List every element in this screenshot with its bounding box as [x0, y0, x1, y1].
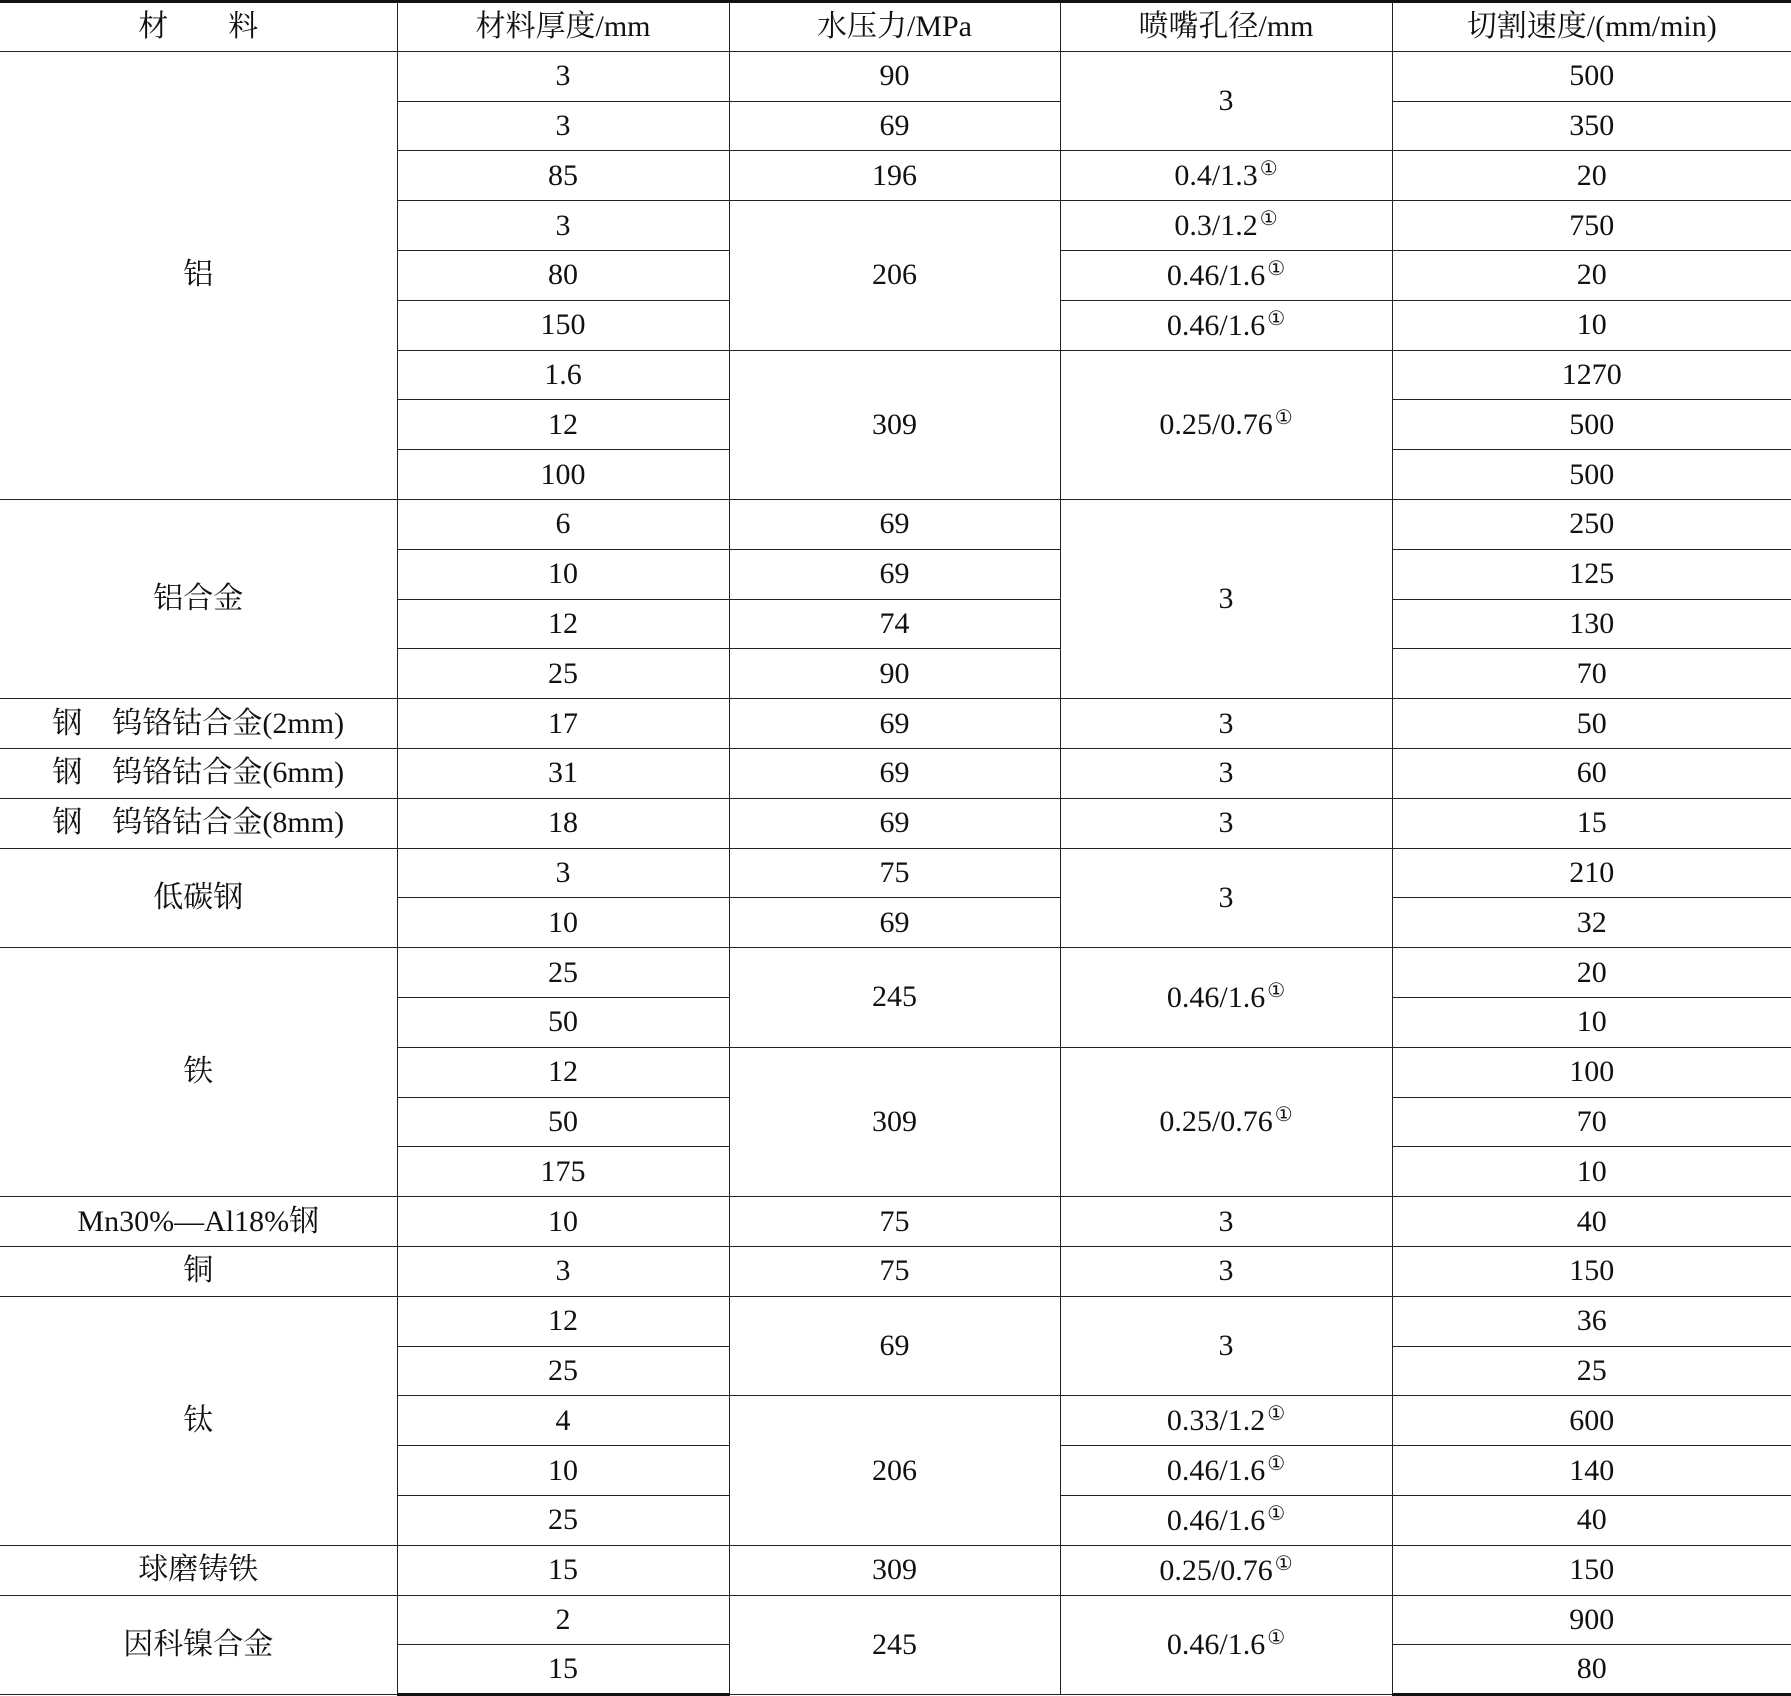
nozzle-value: 3 — [1218, 1329, 1234, 1363]
nozzle-cell — [1060, 499, 1392, 698]
nozzle-value: 0.3/1.2 — [1174, 209, 1258, 243]
material-cell — [0, 748, 397, 798]
material-value: 钢 钨铬钴合金(6mm) — [52, 756, 345, 790]
thickness-value: 50 — [548, 1005, 578, 1039]
table-row — [0, 948, 1791, 998]
nozzle-value: 3 — [1218, 706, 1234, 740]
nozzle-cell — [1060, 300, 1392, 350]
material-cell — [0, 699, 397, 749]
pressure-cell — [729, 499, 1060, 549]
footnote-marker: ① — [1267, 1502, 1286, 1525]
nozzle-value: 3 — [1218, 1204, 1234, 1238]
nozzle-cell — [1060, 798, 1392, 848]
speed-cell — [1392, 599, 1791, 649]
table-row — [0, 699, 1791, 749]
pressure-cell — [729, 101, 1060, 151]
nozzle-cell — [1060, 948, 1392, 1048]
nozzle-value: 0.46/1.6 — [1166, 1503, 1266, 1537]
pressure-cell — [729, 350, 1060, 499]
header-speed: 切割速度/(mm/min) — [1392, 2, 1791, 52]
speed-cell — [1392, 1396, 1791, 1446]
material-cell — [0, 1246, 397, 1296]
speed-value: 210 — [1569, 855, 1615, 889]
pressure-cell — [729, 1595, 1060, 1695]
thickness-cell — [397, 151, 729, 201]
speed-cell — [1392, 101, 1791, 151]
nozzle-cell — [1060, 699, 1392, 749]
speed-value: 36 — [1576, 1304, 1607, 1338]
pressure-value: 206 — [872, 1453, 917, 1487]
pressure-value: 74 — [879, 606, 910, 640]
speed-value: 750 — [1569, 208, 1615, 242]
thickness-value: 10 — [548, 905, 578, 939]
thickness-value: 15 — [548, 1553, 578, 1587]
pressure-value: 69 — [879, 507, 910, 541]
thickness-cell — [397, 400, 729, 450]
pressure-value: 206 — [872, 258, 917, 292]
pressure-value: 75 — [879, 1204, 910, 1238]
speed-cell — [1392, 798, 1791, 848]
thickness-cell — [397, 549, 729, 599]
speed-value: 350 — [1569, 108, 1615, 142]
speed-value: 10 — [1576, 308, 1607, 342]
nozzle-value: 3 — [1218, 880, 1234, 914]
thickness-value: 31 — [548, 756, 578, 790]
pressure-cell — [729, 1545, 1060, 1595]
thickness-value: 10 — [548, 1204, 578, 1238]
thickness-value: 1.6 — [544, 357, 582, 391]
thickness-cell — [397, 1346, 729, 1396]
pressure-cell — [729, 201, 1060, 350]
thickness-value: 10 — [548, 557, 578, 591]
speed-value: 500 — [1569, 407, 1615, 441]
nozzle-cell — [1060, 250, 1392, 300]
speed-value: 900 — [1569, 1602, 1615, 1636]
nozzle-value: 0.46/1.6 — [1166, 1628, 1266, 1662]
material-cell — [0, 848, 397, 948]
speed-value: 70 — [1576, 1104, 1607, 1138]
thickness-cell — [397, 1296, 729, 1346]
speed-cell — [1392, 1147, 1791, 1197]
thickness-cell — [397, 201, 729, 251]
material-cell — [0, 1296, 397, 1545]
thickness-value: 3 — [555, 59, 571, 93]
speed-cell — [1392, 1047, 1791, 1097]
thickness-value: 100 — [540, 457, 586, 491]
nozzle-cell — [1060, 350, 1392, 499]
material-cell — [0, 1595, 397, 1695]
table-row — [0, 51, 1791, 101]
thickness-value: 25 — [548, 1503, 578, 1537]
nozzle-value: 3 — [1218, 582, 1234, 616]
thickness-cell — [397, 649, 729, 699]
footnote-marker: ① — [1259, 208, 1278, 231]
material-value: 低碳钢 — [153, 880, 244, 914]
table-row — [0, 1197, 1791, 1247]
thickness-value: 3 — [555, 1254, 571, 1288]
thickness-value: 25 — [548, 656, 578, 690]
pressure-cell — [729, 948, 1060, 1048]
speed-cell — [1392, 549, 1791, 599]
pressure-cell — [729, 748, 1060, 798]
thickness-cell — [397, 997, 729, 1047]
pressure-value: 309 — [872, 1104, 917, 1138]
pressure-cell — [729, 51, 1060, 101]
thickness-value: 12 — [548, 407, 578, 441]
footnote-marker: ① — [1274, 1552, 1293, 1575]
speed-value: 10 — [1576, 1005, 1607, 1039]
thickness-value: 6 — [555, 507, 571, 541]
thickness-cell — [397, 101, 729, 151]
nozzle-value: 0.33/1.2 — [1166, 1404, 1266, 1438]
nozzle-value: 0.25/0.76 — [1159, 1553, 1273, 1587]
nozzle-cell — [1060, 1047, 1392, 1196]
thickness-cell — [397, 1197, 729, 1247]
thickness-cell — [397, 250, 729, 300]
speed-value: 20 — [1576, 955, 1607, 989]
speed-cell — [1392, 848, 1791, 898]
speed-cell — [1392, 1595, 1791, 1645]
nozzle-value: 0.4/1.3 — [1174, 159, 1258, 193]
pressure-cell — [729, 549, 1060, 599]
material-value: 钢 钨铬钴合金(2mm) — [52, 706, 345, 740]
nozzle-value: 3 — [1218, 756, 1234, 790]
material-cell — [0, 51, 397, 499]
nozzle-value: 3 — [1218, 806, 1234, 840]
pressure-cell — [729, 599, 1060, 649]
material-value: 铝 — [183, 258, 214, 292]
nozzle-value: 3 — [1218, 1254, 1234, 1288]
thickness-cell — [397, 1495, 729, 1545]
nozzle-value: 3 — [1218, 84, 1234, 118]
pressure-value: 69 — [879, 108, 910, 142]
speed-value: 140 — [1569, 1453, 1615, 1487]
thickness-value: 17 — [548, 706, 578, 740]
thickness-cell — [397, 599, 729, 649]
pressure-value: 69 — [879, 905, 910, 939]
material-value: 因科镍合金 — [123, 1627, 274, 1661]
table-row — [0, 748, 1791, 798]
footnote-marker: ① — [1274, 1104, 1293, 1127]
thickness-cell — [397, 499, 729, 549]
pressure-cell — [729, 1396, 1060, 1545]
pressure-value: 69 — [879, 806, 910, 840]
thickness-value: 150 — [540, 308, 586, 342]
speed-value: 150 — [1569, 1254, 1615, 1288]
table-row — [0, 1545, 1791, 1595]
speed-value: 125 — [1569, 557, 1615, 591]
nozzle-cell — [1060, 1495, 1392, 1545]
pressure-value: 75 — [879, 855, 910, 889]
speed-value: 500 — [1569, 457, 1615, 491]
table-row — [0, 848, 1791, 898]
pressure-value: 90 — [879, 59, 910, 93]
thickness-cell — [397, 1645, 729, 1695]
table-row — [0, 1246, 1791, 1296]
speed-value: 600 — [1569, 1403, 1615, 1437]
pressure-cell — [729, 1296, 1060, 1396]
nozzle-value: 0.46/1.6 — [1166, 308, 1266, 342]
speed-cell — [1392, 201, 1791, 251]
speed-cell — [1392, 1346, 1791, 1396]
speed-value: 250 — [1569, 507, 1615, 541]
speed-cell — [1392, 1246, 1791, 1296]
speed-cell — [1392, 1446, 1791, 1496]
speed-value: 150 — [1569, 1553, 1615, 1587]
nozzle-cell — [1060, 748, 1392, 798]
speed-cell — [1392, 1097, 1791, 1147]
material-value: 球磨铸铁 — [138, 1553, 259, 1587]
speed-value: 50 — [1576, 706, 1607, 740]
thickness-cell — [397, 1147, 729, 1197]
material-cell — [0, 499, 397, 698]
pressure-value: 245 — [872, 980, 917, 1014]
pressure-cell — [729, 1197, 1060, 1247]
speed-cell — [1392, 1197, 1791, 1247]
nozzle-value: 0.46/1.6 — [1166, 1454, 1266, 1487]
footnote-marker: ① — [1267, 1627, 1286, 1650]
nozzle-cell — [1060, 1396, 1392, 1446]
footnote-marker: ① — [1267, 1453, 1286, 1475]
speed-cell — [1392, 350, 1791, 400]
speed-cell — [1392, 898, 1791, 948]
speed-value: 20 — [1576, 158, 1607, 192]
speed-value: 10 — [1576, 1154, 1607, 1188]
thickness-value: 3 — [555, 855, 571, 889]
speed-value: 70 — [1576, 656, 1607, 690]
pressure-cell — [729, 649, 1060, 699]
thickness-value: 85 — [548, 158, 578, 192]
material-value: 铝合金 — [153, 582, 244, 616]
thickness-value: 12 — [548, 1055, 578, 1089]
pressure-value: 69 — [879, 1329, 910, 1363]
pressure-value: 69 — [879, 557, 910, 591]
speed-value: 40 — [1576, 1204, 1607, 1238]
thickness-cell — [397, 848, 729, 898]
speed-cell — [1392, 250, 1791, 300]
nozzle-value: 0.25/0.76 — [1159, 1105, 1273, 1139]
speed-cell — [1392, 1296, 1791, 1346]
pressure-cell — [729, 798, 1060, 848]
thickness-value: 3 — [555, 208, 571, 242]
nozzle-cell — [1060, 1446, 1392, 1496]
speed-cell — [1392, 748, 1791, 798]
nozzle-cell — [1060, 848, 1392, 948]
pressure-value: 75 — [879, 1254, 910, 1288]
material-cell — [0, 948, 397, 1197]
speed-value: 130 — [1569, 606, 1615, 640]
thickness-cell — [397, 350, 729, 400]
thickness-cell — [397, 300, 729, 350]
nozzle-cell — [1060, 1197, 1392, 1247]
footnote-marker: ① — [1267, 1403, 1286, 1426]
thickness-cell — [397, 748, 729, 798]
speed-cell — [1392, 450, 1791, 500]
thickness-value: 10 — [548, 1453, 578, 1487]
speed-value: 80 — [1576, 1652, 1607, 1686]
pressure-value: 69 — [879, 756, 910, 790]
speed-value: 100 — [1569, 1055, 1615, 1089]
pressure-value: 309 — [872, 1553, 917, 1587]
footnote-marker: ① — [1267, 307, 1286, 330]
thickness-cell — [397, 898, 729, 948]
table-row — [0, 1595, 1791, 1645]
material-cell — [0, 1197, 397, 1247]
thickness-cell — [397, 699, 729, 749]
speed-cell — [1392, 499, 1791, 549]
speed-cell — [1392, 151, 1791, 201]
speed-value: 20 — [1576, 258, 1607, 292]
header-row — [0, 2, 1791, 52]
table-row — [0, 499, 1791, 549]
pressure-cell — [729, 1047, 1060, 1196]
thickness-cell — [397, 51, 729, 101]
material-value: 铁 — [183, 1055, 214, 1089]
table-body — [0, 2, 1791, 1695]
pressure-value: 90 — [879, 656, 910, 690]
material-value: 铜 — [183, 1254, 214, 1288]
speed-cell — [1392, 649, 1791, 699]
table-row — [0, 798, 1791, 848]
speed-cell — [1392, 51, 1791, 101]
speed-cell — [1392, 699, 1791, 749]
thickness-value: 25 — [548, 1353, 578, 1387]
speed-value: 500 — [1569, 59, 1615, 93]
thickness-value: 18 — [548, 806, 578, 840]
nozzle-value: 0.46/1.6 — [1166, 980, 1266, 1014]
footnote-marker: ① — [1274, 407, 1293, 430]
speed-value: 40 — [1576, 1503, 1607, 1537]
table-row — [0, 1296, 1791, 1346]
header-pressure: 水压力/MPa — [729, 2, 1060, 52]
footnote-marker: ① — [1267, 257, 1286, 280]
thickness-value: 4 — [555, 1403, 571, 1437]
material-cell — [0, 798, 397, 848]
thickness-cell — [397, 1545, 729, 1595]
speed-value: 32 — [1576, 905, 1607, 939]
thickness-cell — [397, 948, 729, 998]
thickness-cell — [397, 1595, 729, 1645]
speed-cell — [1392, 948, 1791, 998]
footnote-marker: ① — [1267, 979, 1286, 1002]
thickness-cell — [397, 1097, 729, 1147]
thickness-value: 50 — [548, 1104, 578, 1138]
speed-value: 25 — [1576, 1353, 1607, 1387]
speed-value: 1270 — [1561, 357, 1622, 391]
thickness-value: 15 — [548, 1652, 578, 1686]
material-value: 钢 钨铬钴合金(8mm) — [52, 806, 345, 840]
thickness-value: 175 — [540, 1154, 586, 1188]
thickness-cell — [397, 1246, 729, 1296]
thickness-value: 80 — [548, 258, 578, 292]
pressure-value: 309 — [872, 407, 917, 441]
thickness-cell — [397, 1396, 729, 1446]
nozzle-cell — [1060, 201, 1392, 251]
speed-cell — [1392, 1545, 1791, 1595]
pressure-value: 196 — [872, 158, 917, 192]
nozzle-cell — [1060, 51, 1392, 151]
nozzle-cell — [1060, 1246, 1392, 1296]
speed-cell — [1392, 997, 1791, 1047]
speed-cell — [1392, 300, 1791, 350]
pressure-value: 245 — [872, 1627, 917, 1661]
thickness-value: 12 — [548, 1304, 578, 1338]
nozzle-value: 0.25/0.76 — [1159, 408, 1273, 442]
thickness-value: 25 — [548, 955, 578, 989]
nozzle-cell — [1060, 1296, 1392, 1396]
nozzle-value: 0.46/1.6 — [1166, 258, 1266, 292]
pressure-cell — [729, 1246, 1060, 1296]
thickness-cell — [397, 798, 729, 848]
thickness-value: 3 — [555, 108, 571, 142]
speed-cell — [1392, 400, 1791, 450]
speed-value: 15 — [1576, 806, 1607, 840]
speed-cell — [1392, 1495, 1791, 1545]
material-value: 钛 — [183, 1403, 214, 1437]
material-value: Mn30%—Al18%钢 — [77, 1204, 320, 1238]
pressure-value: 69 — [879, 706, 910, 740]
pressure-cell — [729, 699, 1060, 749]
footnote-marker: ① — [1259, 158, 1278, 181]
nozzle-cell — [1060, 1545, 1392, 1595]
thickness-cell — [397, 450, 729, 500]
header-nozzle: 喷嘴孔径/mm — [1060, 2, 1392, 52]
material-cell — [0, 1545, 397, 1595]
header-thickness: 材料厚度/mm — [397, 2, 729, 52]
pressure-cell — [729, 151, 1060, 201]
nozzle-cell — [1060, 151, 1392, 201]
thickness-value: 2 — [555, 1602, 571, 1636]
speed-cell — [1392, 1645, 1791, 1695]
header-material: 材 料 — [0, 2, 397, 52]
thickness-cell — [397, 1446, 729, 1496]
nozzle-cell — [1060, 1595, 1392, 1695]
thickness-cell — [397, 1047, 729, 1097]
pressure-cell — [729, 848, 1060, 898]
speed-value: 60 — [1576, 756, 1607, 790]
thickness-value: 12 — [548, 606, 578, 640]
pressure-cell — [729, 898, 1060, 948]
